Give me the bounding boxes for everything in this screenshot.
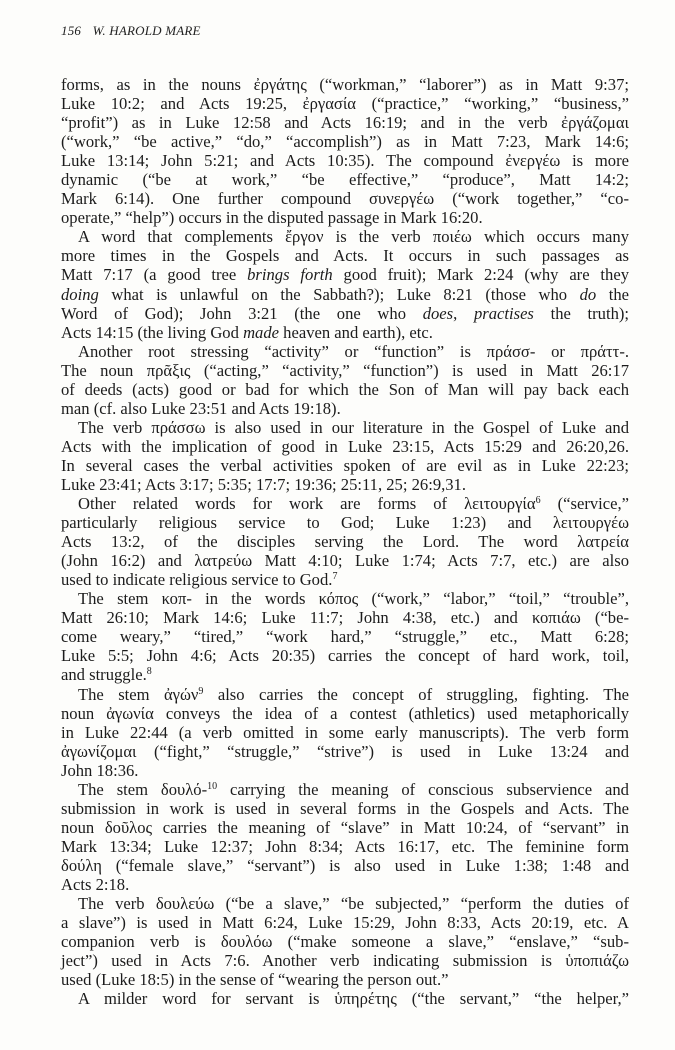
text-line: doing what is unlawful on the Sabbath?); Luke 8:21 (those who do the xyxy=(61,284,629,304)
text-line: Acts with the implication of good in Luke 23:15, Acts 15:29 and 26:20,26. xyxy=(61,436,629,456)
text-line: Mark 6:14). One further compound συνεργέω (“work together,” “co- xyxy=(61,189,629,209)
text-line: Word of God); John 3:21 (the one who does, practises the truth); xyxy=(61,303,630,323)
text-line: companion verb is δουλόω (“make someone a slave,” “enslave,” “sub- xyxy=(61,932,629,952)
emphasis: does xyxy=(422,303,454,323)
text-line: used to indicate religious service to God.$^7$ xyxy=(61,570,338,590)
text-line: Luke 13:14; John 5:21; and Acts 10:35). The compound ἐνεργέω is more xyxy=(61,151,629,171)
text-line: dynamic (“be at work,” “be effective,” “produce”, Matt 14:2; xyxy=(61,170,629,190)
text-line: in Luke 22:44 (a verb omitted in some early manuscripts). The verb form xyxy=(61,722,629,742)
text-line: Mark 13:34; Luke 12:37; John 8:34; Acts 16:17, etc. The feminine form xyxy=(61,836,629,856)
text-line: noun δοῦλος carries the meaning of “slave” in Matt 10:24, of “servant” in xyxy=(61,817,629,837)
page-number: 156 xyxy=(61,23,82,38)
text-line: Luke 10:2; and Acts 19:25, ἐργασία (“practice,” “working,” “business,” xyxy=(61,94,629,114)
text-line: submission in work is used in several forms in the Gospels and Acts. The xyxy=(61,798,629,818)
footnote-marker: 8 xyxy=(146,666,152,678)
paragraph-first-line: The verb πράσσω is also used in our literature in the Gospel of Luke and xyxy=(78,417,629,437)
emphasis: brings forth xyxy=(247,265,333,285)
text-line: come weary,” “tired,” “work hard,” “struggle,” etc., Matt 6:28; xyxy=(61,627,629,647)
text-line: forms, as in the nouns ἐργάτης (“workman,” “laborer”) as in Matt 9:37; xyxy=(61,75,629,94)
emphasis: made xyxy=(243,322,280,342)
emphasis: doing xyxy=(61,284,99,304)
text-line: Acts 14:15 (the living God made heaven and earth), etc. xyxy=(61,322,433,342)
text-line: particularly religious service to God; Luke 1:23) and λειτουργέω xyxy=(61,513,629,533)
text-line: Acts 13:2, of the disciples serving the Lord. The word λατρεία xyxy=(61,532,629,552)
text-line: δούλη (“female slave,” “servant”) is also used in Luke 1:38; 1:48 and xyxy=(61,855,629,875)
text-line: The noun πρᾶξις (“acting,” “activity,” “function”) is used in Matt 26:17 xyxy=(61,360,629,380)
emphasis: do xyxy=(579,284,597,304)
author-name: W. HAROLD MARE xyxy=(92,23,201,38)
text-line: In several cases the verbal activities spoken of are evil as in Luke 22:23; xyxy=(61,455,629,475)
text-line: a slave”) is used in Matt 6:24, Luke 15:29, John 8:33, Acts 20:19, etc. A xyxy=(61,913,629,933)
text-line: used (Luke 18:5) in the sense of “wearing the person out.” xyxy=(61,970,449,990)
paragraph-first-line: A word that complements ἔργον is the verb ποιέω which occurs many xyxy=(78,227,629,247)
text-line: more times in the Gospels and Acts. It occurs in such passages as xyxy=(61,246,629,266)
running-header xyxy=(61,23,201,39)
text-line: “profit”) as in Luke 12:58 and Acts 16:19; and in the verb ἐργάζομαι xyxy=(61,113,629,133)
text-line: noun ἀγωνία conveys the idea of a contest (athletics) used metaphorically xyxy=(61,703,629,723)
paragraph-first-line: A milder word for servant is ὑπηρέτης (“the servant,” “the helper,” xyxy=(78,989,629,1009)
footnote-marker: 7 xyxy=(332,571,338,583)
paragraph-first-line: Another root stressing “activity” or “function” is πράσσ- or πράττ-. xyxy=(78,341,629,361)
text-line: man (cf. also Luke 23:51 and Acts 19:18). xyxy=(61,398,341,418)
text-line: John 18:36. xyxy=(61,760,139,780)
emphasis: practises xyxy=(473,303,534,323)
footnote-marker: 10 xyxy=(207,780,218,792)
text-line: (John 16:2) and λατρεύω Matt 4:10; Luke 1:74; Acts 7:7, etc.) are also xyxy=(61,551,629,571)
paragraph-first-line: The stem κοπ- in the words κόπος (“work,” “labor,” “toil,” “trouble”, xyxy=(78,589,629,609)
text-line: Matt 7:17 (a good tree brings forth good fruit); Mark 2:24 (why are they xyxy=(61,265,630,285)
footnote-marker: 9 xyxy=(198,685,204,697)
paragraph-first-line: The stem ἀγών$^9$ also carries the concept of struggling, fighting. The xyxy=(78,684,629,704)
paragraph-first-line: The verb δουλεύω (“be a slave,” “be subjected,” “perform the duties of xyxy=(78,894,629,914)
text-line: Matt 26:10; Mark 14:6; Luke 11:7; John 4:38, etc.) and κοπιάω (“be- xyxy=(61,608,629,628)
text-line: (“work,” “be active,” “do,” “accomplish”) as in Matt 7:23, Mark 14:6; xyxy=(61,132,629,152)
text-line: ἀγωνίζομαι (“fight,” “struggle,” “strive”) is used in Luke 13:24 and xyxy=(61,741,629,761)
text-line: Luke 23:41; Acts 3:17; 5:35; 17:7; 19:36; 25:11, 25; 26:9,31. xyxy=(61,474,467,494)
text-line: ject”) used in Acts 7:6. Another verb indicating submission is ὑποπιάζω xyxy=(61,951,629,971)
paragraph-first-line: Other related words for work are forms of λειτουργία$^6$ (“service,” xyxy=(78,494,630,514)
text-line: Acts 2:18. xyxy=(61,874,130,894)
text-line: operate,” “help”) occurs in the disputed passage in Mark 16:20. xyxy=(61,208,483,228)
footnote-marker: 6 xyxy=(535,495,541,507)
body-text xyxy=(61,75,629,1008)
text-line: of deeds (acts) good or bad for which the Son of Man will pay back each xyxy=(61,379,629,399)
text-line: and struggle.$^8$ xyxy=(61,665,152,685)
text-line: Luke 5:5; John 4:6; Acts 20:35) carries the concept of hard work, toil, xyxy=(61,646,629,666)
paragraph-first-line: The stem δουλό-$^{10}$ carrying the meaning of conscious subservience and xyxy=(78,779,629,799)
